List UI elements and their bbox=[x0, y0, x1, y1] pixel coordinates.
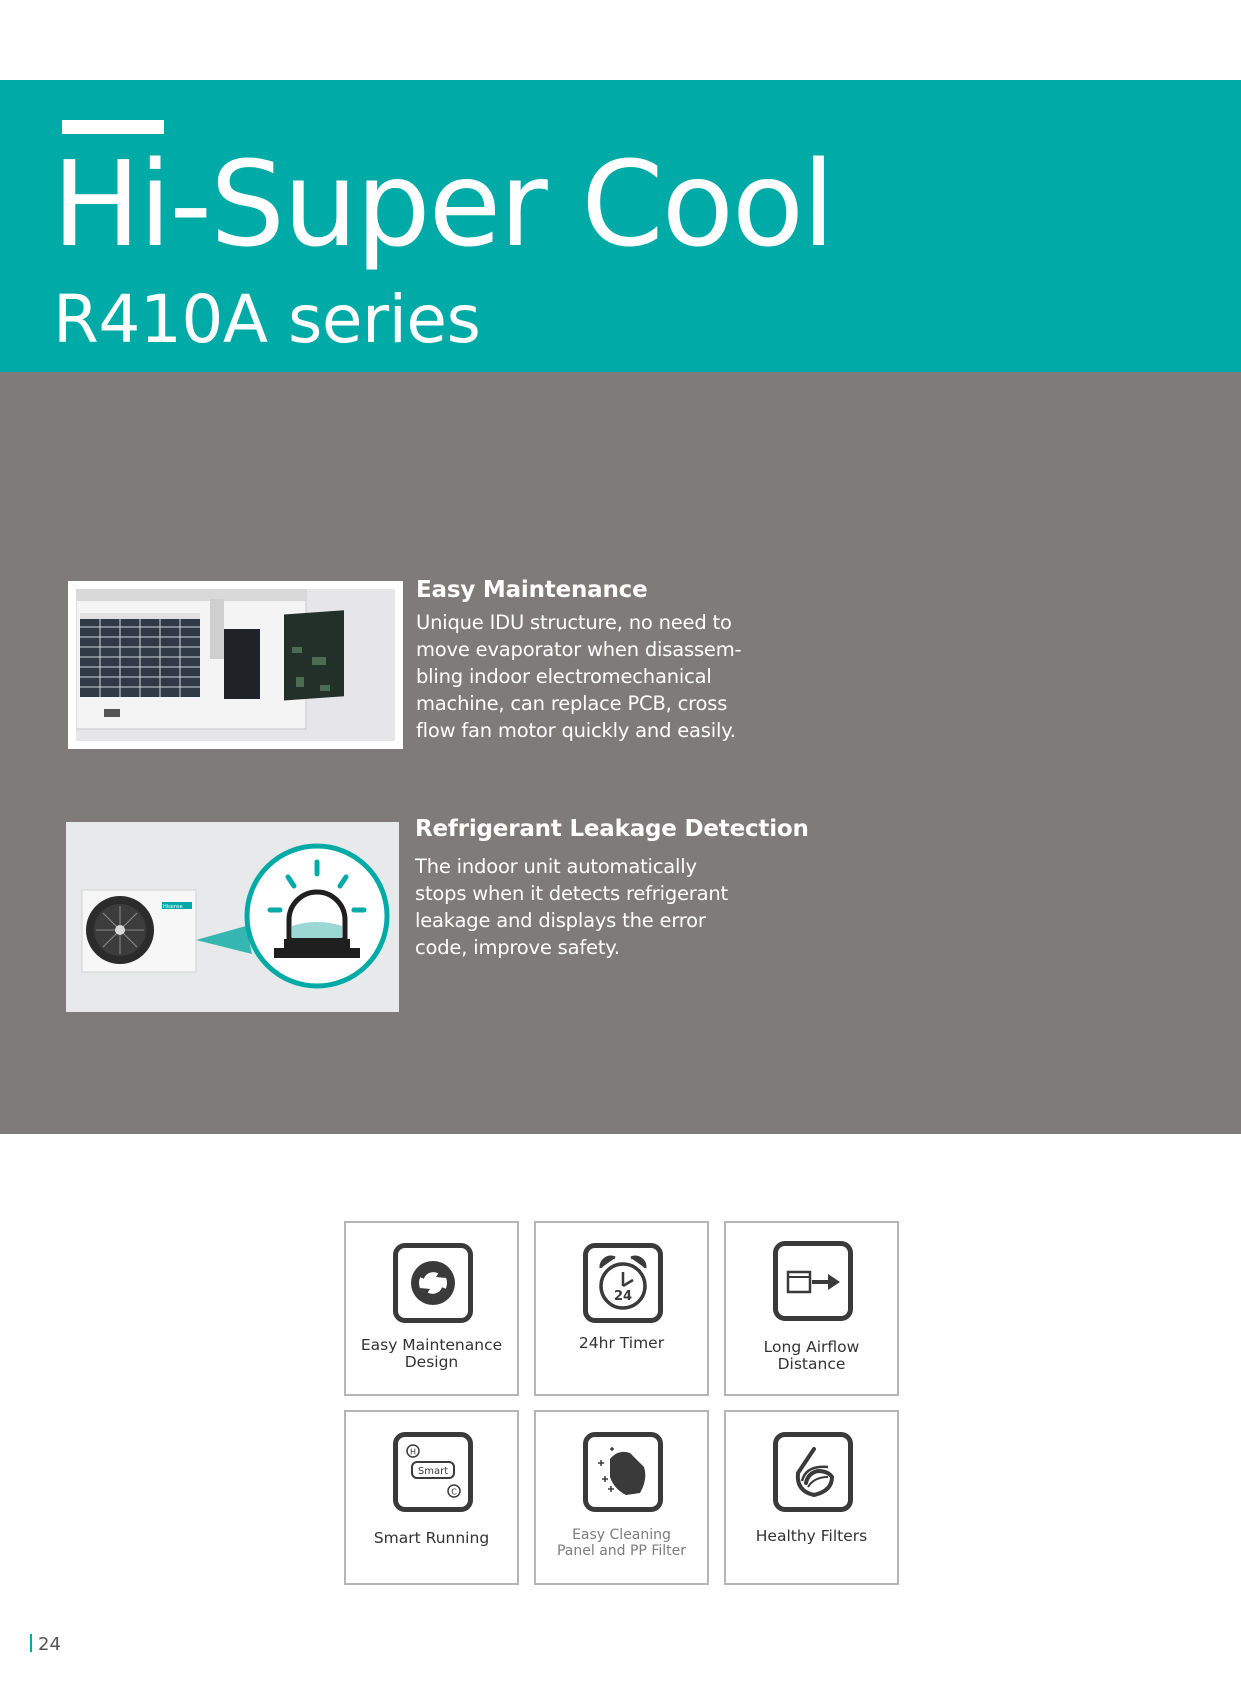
icon-tile-easy-cleaning bbox=[534, 1410, 709, 1585]
icon-label-line: Easy Maintenance bbox=[360, 1336, 503, 1354]
icon-label bbox=[348, 1337, 515, 1371]
page-number bbox=[30, 1634, 61, 1655]
feature-icon-grid bbox=[344, 1221, 901, 1591]
filter-leaf-icon bbox=[773, 1432, 853, 1512]
feature-title: Refrigerant Leakage Detection bbox=[415, 816, 809, 842]
hero-banner bbox=[0, 80, 1241, 372]
icon-label-line: Design bbox=[404, 1353, 459, 1371]
feature-line: code, improve safety. bbox=[415, 935, 620, 959]
feature-line: stops when it detects refrigerant bbox=[415, 881, 728, 905]
maintenance-icon bbox=[393, 1243, 473, 1323]
feature-line: move evaporator when disassem- bbox=[416, 637, 742, 661]
icon-label bbox=[728, 1339, 895, 1373]
smart-running-icon bbox=[393, 1432, 473, 1512]
feature-line: The indoor unit automatically bbox=[415, 854, 697, 878]
feature-line: bling indoor electromechanical bbox=[416, 664, 712, 688]
icon-label-line: Healthy Filters bbox=[755, 1527, 868, 1545]
leakage-detection-image bbox=[66, 822, 399, 1012]
leakage-illustration bbox=[66, 822, 399, 1012]
feature-easy-maintenance bbox=[416, 576, 816, 744]
alarm-clock-icon bbox=[583, 1243, 663, 1323]
page-number-text: 24 bbox=[38, 1634, 61, 1655]
feature-description bbox=[415, 853, 835, 961]
icon-label bbox=[538, 1335, 705, 1352]
feature-title: Easy Maintenance bbox=[416, 577, 648, 603]
icon-label-line: Easy Cleaning bbox=[572, 1527, 671, 1543]
smart-mark-h: H bbox=[409, 1447, 417, 1457]
icon-label-line: Distance bbox=[777, 1355, 846, 1373]
icon-tile-easy-maintenance bbox=[344, 1221, 519, 1396]
timer-icon-text: 24 bbox=[613, 1289, 633, 1304]
feature-leakage-detection bbox=[415, 815, 835, 961]
icon-label-line: Smart Running bbox=[373, 1529, 490, 1547]
airflow-arrow-icon bbox=[773, 1241, 853, 1321]
cleaning-hand-icon bbox=[583, 1432, 663, 1512]
feature-line: flow fan motor quickly and easily. bbox=[416, 718, 736, 742]
page-title: Hi-Super Cool bbox=[52, 135, 833, 273]
icon-label bbox=[728, 1528, 895, 1545]
icon-label bbox=[348, 1530, 515, 1547]
indoor-unit-illustration bbox=[76, 589, 395, 741]
icon-label-line: Long Airflow bbox=[763, 1338, 860, 1356]
icon-label-line: Panel and PP Filter bbox=[556, 1543, 686, 1559]
icon-tile-24hr-timer bbox=[534, 1221, 709, 1396]
icon-tile-smart-running bbox=[344, 1410, 519, 1585]
icon-label bbox=[538, 1527, 705, 1559]
indoor-unit-image bbox=[68, 581, 403, 749]
icon-tile-healthy-filters bbox=[724, 1410, 899, 1585]
page-subtitle: R410A series bbox=[53, 281, 481, 358]
icon-tile-long-airflow bbox=[724, 1221, 899, 1396]
icon-label-line: 24hr Timer bbox=[578, 1334, 665, 1352]
feature-line: Unique IDU structure, no need to bbox=[416, 610, 732, 634]
smart-mark-c: C bbox=[451, 1487, 457, 1497]
page-number-accent bbox=[30, 1634, 32, 1652]
smart-icon-text: Smart bbox=[417, 1466, 449, 1477]
feature-description bbox=[416, 609, 816, 744]
feature-line: machine, can replace PCB, cross bbox=[416, 691, 728, 715]
hero-accent-bar bbox=[62, 120, 164, 134]
feature-line: leakage and displays the error bbox=[415, 908, 706, 932]
feature-panel bbox=[0, 372, 1241, 1134]
outdoor-unit-brand: Hisense bbox=[163, 904, 183, 910]
